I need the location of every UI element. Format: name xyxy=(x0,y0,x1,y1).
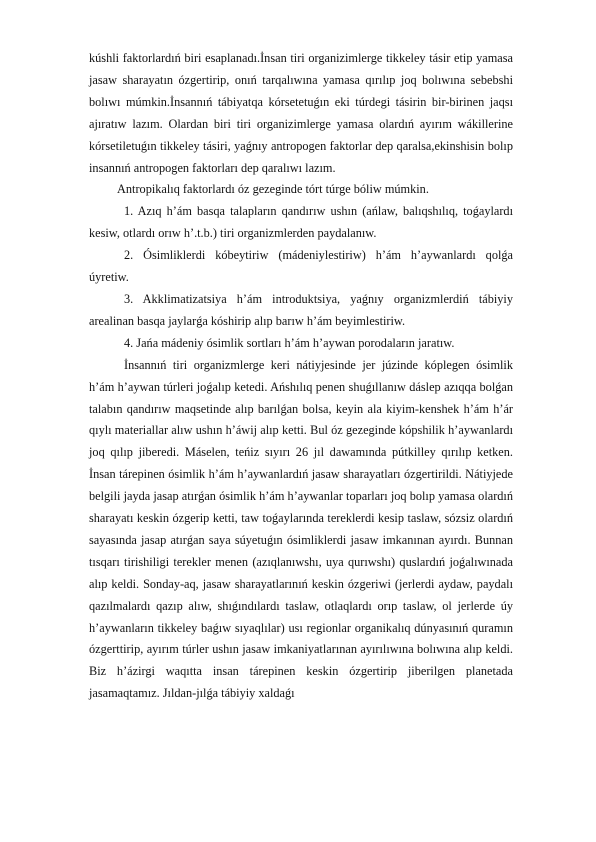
list-item-4: 4. Jańa mádeniy ósimlik sortları h’ám h’aywan porodaların jaratıw. xyxy=(124,335,455,350)
paragraph-classification: Antropikalıq faktorlardı óz gezeginde tórt túrge bóliw múmkin. xyxy=(117,182,429,197)
paragraph-human-impact: İnsannıń tiri organizmlerge keri nátiyjesinde jer júzinde kóplegen ósimlik h’ám h’aywan túrleri joǵalıp ketedi. Ańshılıq penen shuǵıllanıw dáslep azıqqa bolǵan talabın qandırıw maqsetinde alıp barılǵan bolsa, keyin ala kiyim-kenshek h’ám h’ár qıylı materiallar alıw ushın h’áwij alıp ketti. Bul óz gezeginde kópshilik h’aywanlardı joq qılıp jiberedi. Máselen, teńiz sıyırı 26 jıl dawamında pútkilley qırılıp ketken. İnsan tárepinen ósimlik h’ám h’aywanlardıń jasaw sharayatları ózgertirildi. Nátiyjede belgili jayda jasap atırǵan ósimlik h’ám h’aywanlar toparları joq bolıp yamasa olardıń sharayatı keskin ózgerip ketti, taw toǵaylarında tereklerdi kesip taslaw, sózsiz olardıń sayasında jasap atırǵan saya súyetuǵın ósimliklerdi jasaw imkanınan ayırdı. Bunnan tısqarı tirishiligi terekler menen (azıqlanıwshı, uya qurıwshı) quslardıń joǵalıwınada alıp keldi. Sonday-aq, jasaw sharayatlarınıń keskin ózgeriwi (jerlerdi aydaw, paydalı qazılmalardı qazıp alıw, shıǵındılardı taslaw, otlaqlardı orıp taslaw, ol jerlerde úy h’aywanların tikkeley baǵıw sıyaqlılar) usı regionlar organikalıq dúnyasınıń quramın ózgerttirip, ayırım túrler ushın jasaw imkaniyatlarınan ayırılıwına bolıwına alıp keldi. Biz h’ázirgi waqıtta insan tárepinen keskin ózgertirip jiberilgen planetada jasamaqtamız. Jıldan-jılǵa tábiyiy xaldaǵı xyxy=(89,357,513,701)
list-item-2: 2. Ósimliklerdi kóbeytiriw (mádeniylestiriw) h’ám h’aywanlardı qolǵa úyretiw. xyxy=(89,248,513,285)
paragraph-intro: kúshli faktorlardıń biri esaplanadı.İnsan tiri organizimlerge tikkeley tásir etip yamasa jasaw sharayatın ózgertirip, onıń tarqalıwına yamasa qırılıp joq bolıwına sebebshi bolıwı múmkin.İnsannıń tábiyatqa kórsetetuǵın eki túrdegi tásirin bir-birinen jaqsı ajıratıw lazım. Olardan biri tiri organizimlerge yamasa olardıń ayırım wákillerine kórsetiletuǵın tikkeley tásiri, yaǵnıy antropogen faktorlar dep qaralsa,ekinshisin bolıp insannıń antropogen faktorları dep qaralıwı lazım. xyxy=(89,51,513,175)
list-item-3: 3. Akklimatizatsiya h’ám introduktsiya, yaǵnıy organizmlerdiń tábiyiy arealinan basqa jaylarǵa kóshirip alıp barıw h’ám beyimlestiriw. xyxy=(89,291,513,328)
list-item-1: 1. Azıq h’ám basqa talapların qandırıw ushın (ańlaw, balıqshılıq, toǵaylardı kesiw, otlardı orıw h’.t.b.) tiri organizmlerden paydalanıw. xyxy=(89,204,513,241)
document-page xyxy=(89,48,513,705)
